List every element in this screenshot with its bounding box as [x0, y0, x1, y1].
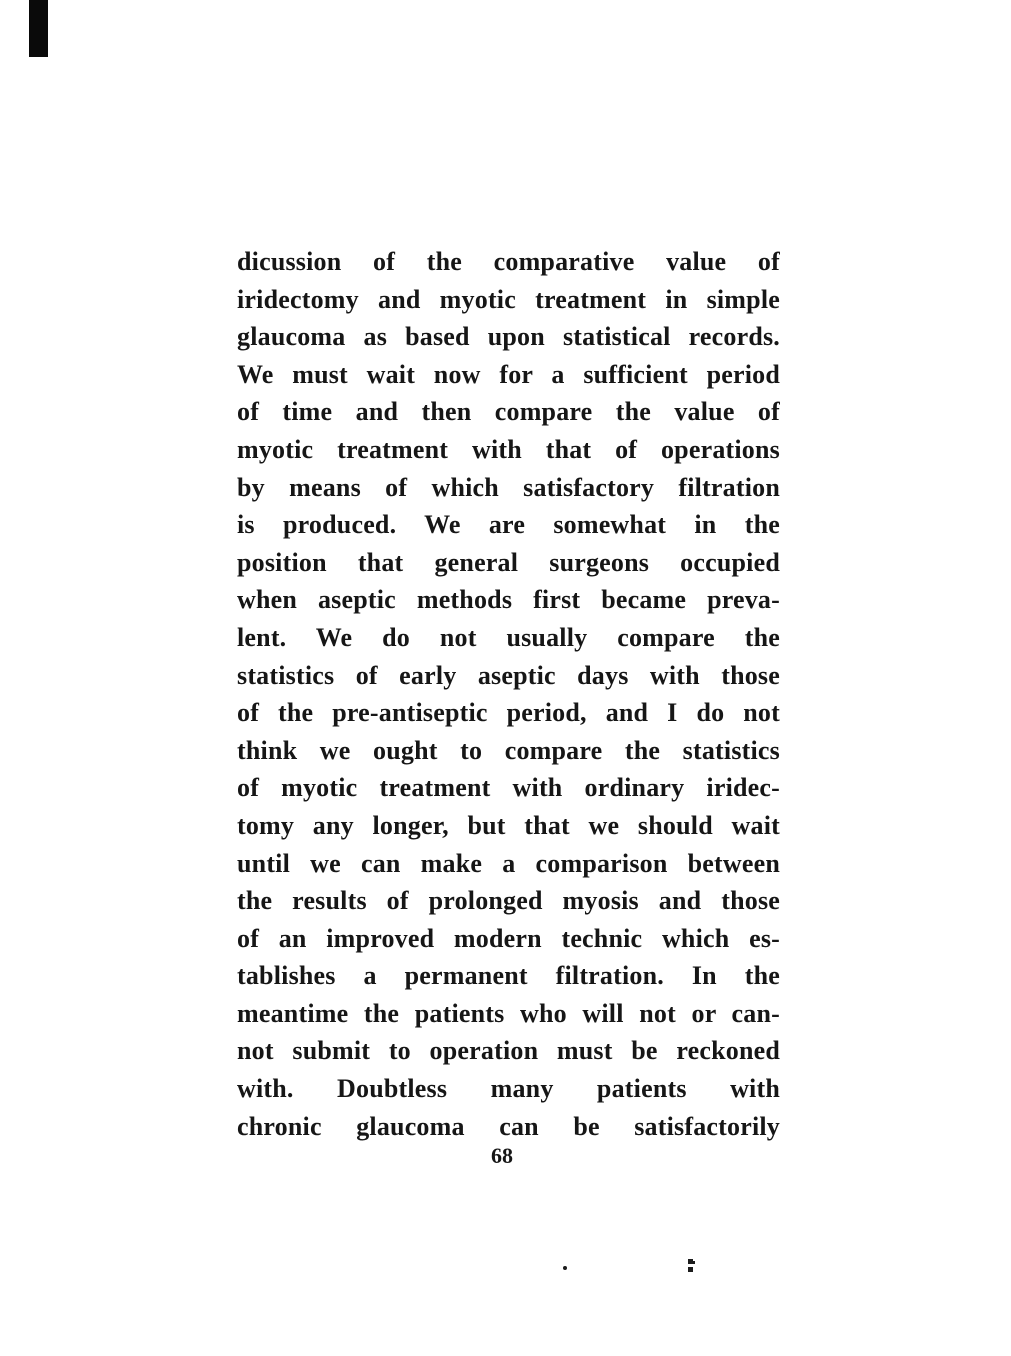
scan-speck-mark: [688, 1259, 693, 1264]
text-line: position that general surgeons occupied: [237, 547, 780, 577]
text-line: of myotic treatment with ordinary iridec-: [237, 773, 780, 803]
text-line: chronic glaucoma can be satisfactorily: [237, 1111, 780, 1141]
body-text: [237, 243, 780, 1145]
text-line: until we can make a comparison between: [237, 848, 780, 878]
text-line: tablishes a permanent filtration. In the: [237, 961, 780, 991]
text-line: is produced. We are somewhat in the: [237, 510, 780, 540]
text-line: of time and then compare the value of: [237, 397, 780, 427]
scan-speck-dot: [563, 1266, 567, 1270]
text-line: tomy any longer, but that we should wait: [237, 810, 780, 840]
text-line: when aseptic methods first became preva-: [237, 585, 780, 615]
text-line: statistics of early aseptic days with those: [237, 660, 780, 690]
text-line: lent. We do not usually compare the: [237, 622, 780, 652]
text-line: think we ought to compare the statistics: [237, 735, 780, 765]
text-line: meantime the patients who will not or can-: [237, 998, 780, 1028]
text-line: myotic treatment with that of operations: [237, 434, 780, 464]
text-line: with. Doubtless many patients with: [237, 1074, 780, 1104]
text-line: iridectomy and myotic treatment in simple: [237, 284, 780, 314]
text-line: dicussion of the comparative value of: [237, 247, 780, 276]
text-line: We must wait now for a sufficient period: [237, 359, 780, 389]
text-line: by means of which satisfactory filtration: [237, 472, 780, 502]
page-number: 68: [491, 1143, 513, 1168]
text-line: the results of prolonged myosis and those: [237, 886, 780, 916]
text-line: not submit to operation must be reckoned: [237, 1036, 780, 1066]
text-line: of the pre-antiseptic period, and I do not: [237, 698, 780, 728]
text-line: glaucoma as based upon statistical records.: [237, 322, 780, 352]
text-line: of an improved modern technic which es-: [237, 923, 780, 953]
scan-artifact-bar: [29, 0, 48, 57]
